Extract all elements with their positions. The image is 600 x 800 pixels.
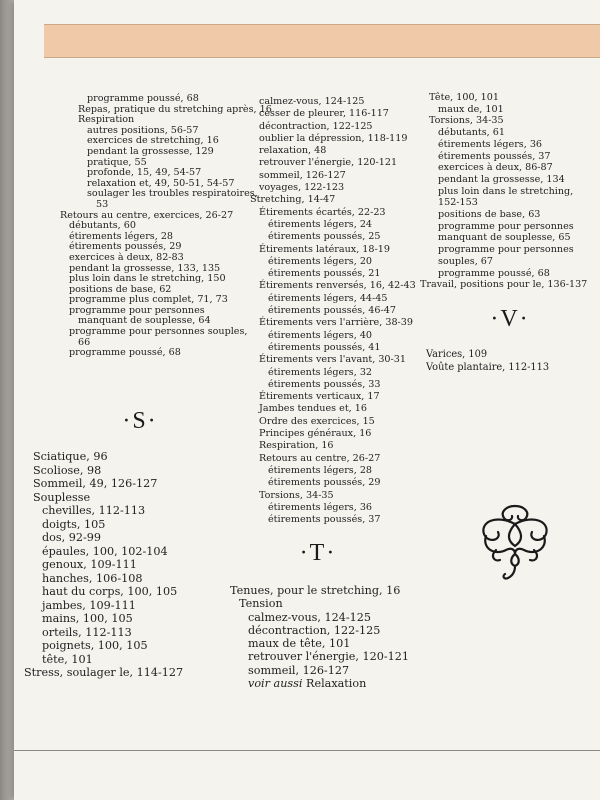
index-column-s	[24, 450, 183, 680]
index-entry: programme poussé, 68	[69, 347, 181, 359]
index-entry: Ordre des exercices, 15	[259, 415, 375, 427]
index-entry: voir aussi Relaxation	[248, 677, 367, 691]
index-entry: profonde, 15, 49, 54-57	[87, 167, 202, 179]
index-entry: étirements légers, 28	[268, 464, 373, 476]
index-entry: Respiration, 16	[259, 440, 334, 452]
index-entry: étirements légers, 40	[268, 329, 373, 341]
section-letter-t: ·T·	[299, 540, 337, 566]
index-entry: dos, 92-99	[42, 531, 102, 544]
index-entry: Torsions, 34-35	[429, 115, 504, 127]
flourish-ornament-icon	[476, 500, 554, 584]
index-entry: exercices à deux, 82-83	[69, 251, 184, 263]
index-entry: étirements poussés, 46-47	[268, 305, 396, 317]
index-entry: Scoliose, 98	[33, 463, 102, 477]
index-entry: calmez-vous, 124-125	[248, 610, 372, 624]
index-entry: étirements légers, 32	[268, 366, 373, 378]
index-entry: retrouver l'énergie, 120-121	[248, 650, 410, 664]
index-entry: Étirements renversés, 16, 42-43	[259, 280, 416, 292]
index-entry: 53	[96, 198, 109, 210]
index-column-r	[60, 94, 272, 359]
index-entry: Travail, positions pour le, 136-137	[420, 279, 588, 291]
index-entry: Étirements latéraux, 18-19	[259, 243, 390, 255]
index-entry: exercices de stretching, 16	[87, 135, 219, 147]
header-band	[44, 24, 600, 58]
index-entry: étirements poussés, 21	[268, 268, 381, 280]
index-entry: Souplesse	[33, 490, 91, 504]
index-entry: étirements poussés, 37	[438, 150, 551, 162]
index-entry: étirements légers, 24	[268, 218, 373, 230]
index-entry: maux de, 101	[438, 103, 504, 115]
index-entry: positions de base, 63	[438, 209, 541, 221]
index-entry: exercices à deux, 86-87	[438, 162, 553, 174]
index-entry: étirements poussés, 41	[268, 341, 381, 353]
index-entry: manquant de souplesse, 64	[78, 315, 211, 327]
index-entry: étirements poussés, 37	[268, 514, 381, 526]
index-entry: Sciatique, 96	[33, 450, 108, 463]
index-entry: Torsions, 34-35	[259, 489, 334, 501]
index-entry: hanches, 106-108	[42, 571, 143, 585]
index-entry: Voûte plantaire, 112-113	[426, 362, 550, 373]
index-entry: programme plus complet, 71, 73	[69, 294, 228, 306]
index-column-t	[230, 584, 409, 690]
index-entry: étirements poussés, 25	[268, 231, 381, 243]
index-entry: calmez-vous, 124-125	[259, 96, 365, 107]
index-column-s-continued	[250, 96, 416, 526]
index-entry: décontraction, 122-125	[259, 120, 373, 132]
index-entry: Respiration	[78, 114, 135, 126]
index-entry: pendant la grossesse, 133, 135	[69, 262, 221, 274]
index-entry: étirements légers, 36	[268, 501, 373, 513]
index-entry: mains, 100, 105	[42, 612, 133, 625]
index-entry: programme poussé, 68	[438, 267, 550, 279]
index-entry: Sommeil, 49, 126-127	[33, 477, 158, 490]
index-entry: Retours au centre, 26-27	[259, 452, 381, 464]
index-entry: étirements poussés, 29	[268, 477, 381, 489]
index-entry: Varices, 109	[426, 349, 488, 360]
index-entry: Retours au centre, exercices, 26-27	[60, 209, 234, 221]
section-letter-s: ·S·	[122, 408, 158, 434]
index-entry: orteils, 112-113	[42, 625, 132, 639]
index-entry: étirements légers, 36	[438, 138, 543, 150]
index-entry: 152-153	[438, 197, 478, 209]
index-entry: poignets, 100, 105	[42, 639, 148, 652]
index-entry: Tenues, pour le stretching, 16	[230, 584, 401, 597]
index-entry: étirements légers, 20	[268, 255, 373, 267]
index-entry: tête, 101	[42, 652, 93, 666]
index-entry: étirements légers, 28	[69, 230, 174, 242]
index-entry: décontraction, 122-125	[248, 623, 381, 637]
index-entry: sommeil, 126-127	[259, 169, 346, 181]
index-entry: programme pour personnes	[438, 220, 574, 232]
index-entry: épaules, 100, 102-104	[42, 544, 168, 558]
index-entry: voyages, 122-123	[259, 182, 345, 194]
index-entry: haut du corps, 100, 105	[42, 585, 178, 598]
index-entry: Stress, soulager le, 114-127	[24, 666, 184, 679]
page-bottom-rule	[14, 750, 600, 751]
index-entry: souples, 67	[438, 255, 493, 267]
index-entry: Repas, pratique du stretching après, 16	[78, 103, 272, 115]
index-entry: étirements poussés, 33	[268, 378, 381, 390]
index-entry: Tension	[239, 597, 283, 611]
index-entry: Principes généraux, 16	[259, 428, 372, 440]
index-entry: Étirements écartés, 22-23	[259, 206, 386, 218]
index-entry: 66	[78, 336, 91, 348]
index-entry: Jambes tendues et, 16	[259, 403, 367, 415]
index-column-v	[426, 348, 549, 374]
index-entry: relaxation et, 49, 50-51, 54-57	[87, 177, 235, 189]
index-entry: positions de base, 62	[69, 283, 172, 295]
index-entry: chevilles, 112-113	[42, 504, 146, 517]
index-column-t-continued	[420, 92, 587, 291]
index-entry: étirements poussés, 29	[69, 241, 182, 253]
index-entry: retrouver l'énergie, 120-121	[259, 157, 398, 169]
index-entry: pendant la grossesse, 134	[438, 173, 565, 185]
index-entry: pratique, 55	[87, 156, 147, 168]
index-entry: débutants, 61	[438, 127, 505, 139]
index-entry: maux de tête, 101	[248, 637, 351, 651]
index-entry: sommeil, 126-127	[248, 663, 350, 677]
index-entry: Étirements verticaux, 17	[259, 391, 380, 403]
index-entry: pendant la grossesse, 129	[87, 145, 214, 157]
index-entry: doigts, 105	[42, 517, 106, 531]
index-entry: jambes, 109-111	[42, 598, 136, 612]
index-entry: Étirements vers l'avant, 30-31	[259, 354, 406, 366]
index-entry: programme pour personnes	[69, 304, 205, 316]
index-entry: relaxation, 48	[259, 145, 327, 157]
index-entry: soulager les troubles respiratoires,	[87, 188, 258, 200]
index-entry: programme poussé, 68	[87, 93, 199, 104]
index-entry: programme pour personnes souples,	[69, 326, 248, 338]
index-entry: Tête, 100, 101	[429, 92, 499, 103]
index-entry: manquant de souplesse, 65	[438, 232, 571, 244]
index-entry: étirements légers, 44-45	[268, 292, 388, 304]
index-entry: genoux, 109-111	[42, 558, 137, 571]
index-entry: programme pour personnes	[438, 244, 574, 256]
index-entry: oublier la dépression, 118-119	[259, 132, 408, 144]
index-entry: plus loin dans le stretching, 150	[69, 273, 226, 285]
book-spine	[0, 0, 14, 800]
section-letter-v: ·V·	[490, 306, 530, 332]
index-entry: autres positions, 56-57	[87, 124, 199, 136]
index-entry: Étirements vers l'arrière, 38-39	[259, 317, 413, 329]
index-entry: débutants, 60	[69, 220, 136, 232]
index-entry: Stretching, 14-47	[250, 194, 336, 206]
index-entry: plus loin dans le stretching,	[438, 185, 574, 197]
index-entry: cesser de pleurer, 116-117	[259, 108, 389, 120]
